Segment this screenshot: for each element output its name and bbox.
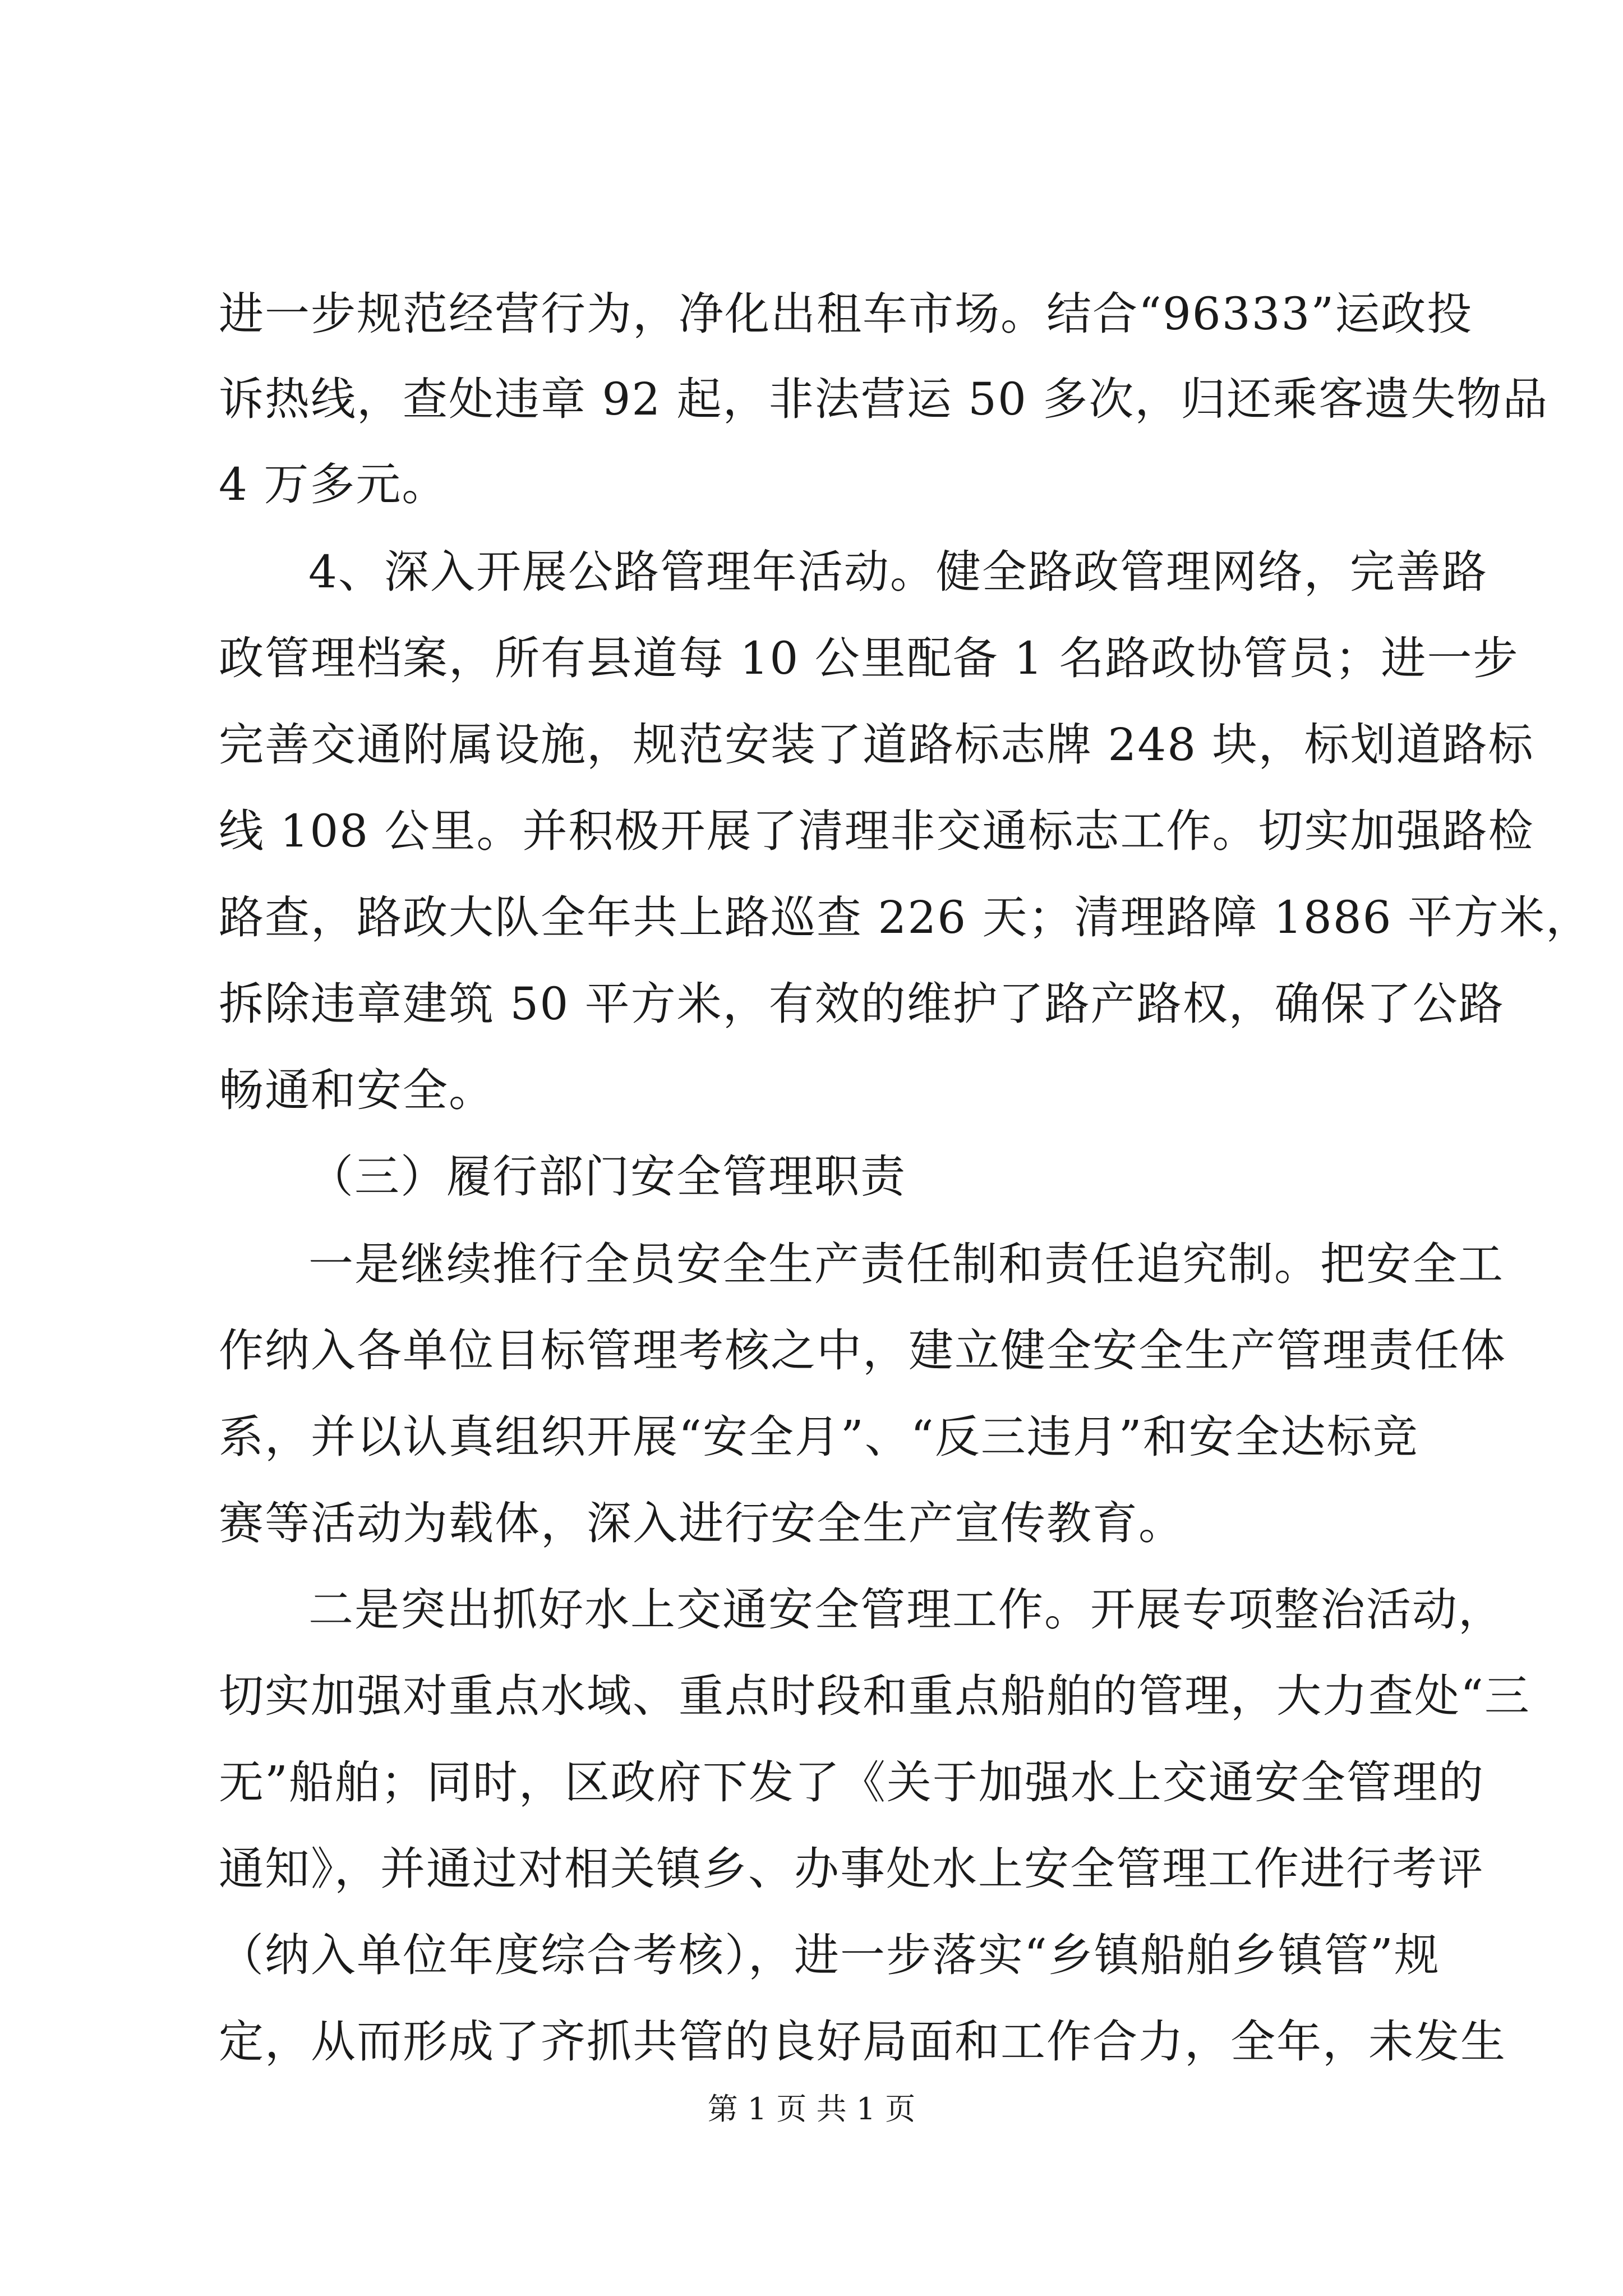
paragraph-first-line-2: 作纳入各单位目标管理考核之中，建立健全安全生产管理责任体 <box>219 1324 1506 1377</box>
paragraph-second-line-5: （纳入单位年度综合考核），进一步落实“乡镇船舶乡镇管”规 <box>219 1929 1440 1981</box>
text-line-1: 进一步规范经营行为，净化出租车市场。结合“96333”运政投 <box>219 288 1473 340</box>
paragraph-first-line-1: 一是继续推行全员安全生产责任制和责任追究制。把安全工 <box>308 1238 1504 1290</box>
paragraph-second-line-1: 二是突出抓好水上交通安全管理工作。开展专项整治活动， <box>308 1584 1504 1636</box>
paragraph-second-line-3: 无”船舶；同时，区政府下发了《关于加强水上交通安全管理的 <box>219 1756 1484 1809</box>
paragraph-first-line-3: 系，并以认真组织开展“安全月”、“反三违月”和安全达标竞 <box>219 1411 1419 1463</box>
paragraph-4-line-3: 完善交通附属设施，规范安装了道路标志牌 248 块，标划道路标 <box>219 719 1534 771</box>
paragraph-4-line-2: 政管理档案，所有县道每 10 公里配备 1 名路政协管员；进一步 <box>219 632 1519 684</box>
paragraph-4-line-5: 路查，路政大队全年共上路巡查 226 天；清理路障 1886 平方米， <box>219 891 1592 944</box>
paragraph-4-line-7: 畅通和安全。 <box>219 1064 495 1116</box>
paragraph-4-line-6: 拆除违章建筑 50 平方米，有效的维护了路产路权，确保了公路 <box>219 978 1505 1030</box>
paragraph-4-line-1: 4、深入开展公路管理年活动。健全路政管理网络，完善路 <box>308 546 1488 598</box>
paragraph-first-line-4: 赛等活动为载体，深入进行安全生产宣传教育。 <box>219 1497 1184 1549</box>
paragraph-4-line-4: 线 108 公里。并积极开展了清理非交通标志工作。切实加强路检 <box>219 805 1534 857</box>
section-heading: （三）履行部门安全管理职责 <box>308 1151 906 1203</box>
paragraph-second-line-2: 切实加强对重点水域、重点时段和重点船舶的管理，大力查处“三 <box>219 1670 1530 1722</box>
text-line-2: 诉热线，查处违章 92 起，非法营运 50 多次，归还乘客遗失物品 <box>219 373 1549 425</box>
paragraph-second-line-6: 定，从而形成了齐抓共管的良好局面和工作合力，全年，未发生 <box>219 2016 1506 2068</box>
text-line-3: 4 万多元。 <box>219 458 448 510</box>
page-footer: 第 1 页 共 1 页 <box>707 2091 916 2127</box>
paragraph-second-line-4: 通知》，并通过对相关镇乡、办事处水上安全管理工作进行考评 <box>219 1843 1484 1895</box>
